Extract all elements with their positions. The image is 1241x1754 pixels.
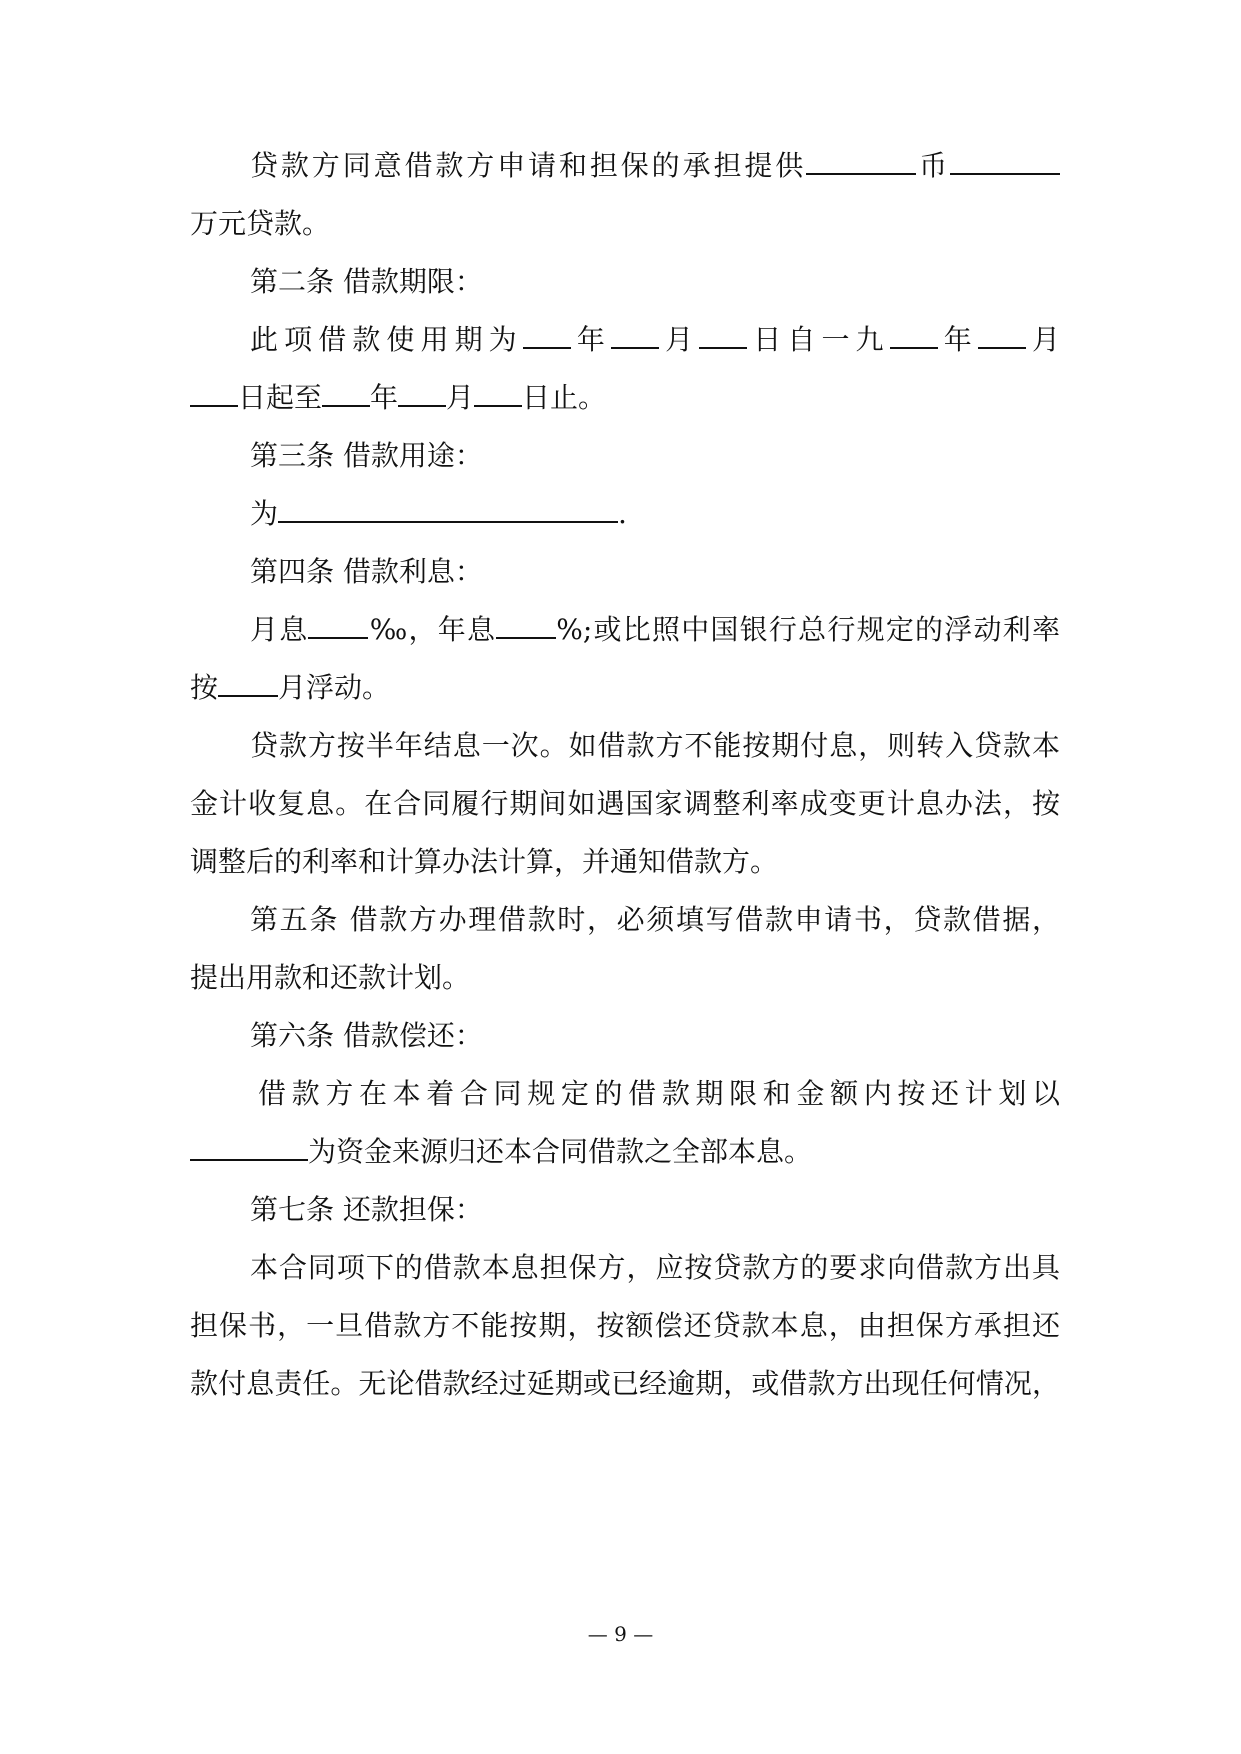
clause4-para-line3: 调整后的利率和计算办法计算，并通知借款方。 [190,845,779,878]
month-blank [611,321,659,349]
clause4-line2 [190,668,1060,708]
start-year-blank [890,321,938,349]
clause4-para-line1: 贷款方按半年结息一次。如借款方不能按期付息，则转入贷款本 [250,729,1060,762]
clause1-line1 [250,146,1060,186]
currency-blank [806,147,916,175]
clause7-heading: 第七条 还款担保： [250,1193,483,1226]
start-day-blank [190,379,238,407]
end-year-blank [322,379,370,407]
clause4-heading: 第四条 借款利息： [250,555,483,588]
text-segment: 日起至 [238,381,323,414]
text-segment: 月 [1025,323,1060,356]
clause5-line1: 第五条 借款方办理借款时，必须填写借款申请书，贷款借据， [250,903,1060,936]
clause2-line1 [250,320,1060,360]
float-month-blank [218,669,278,697]
purpose-blank [278,495,618,523]
text-segment: 月浮动。 [278,671,391,704]
text-segment: 月 [446,381,475,414]
end-month-blank [398,379,446,407]
clause5-line2: 提出用款和还款计划。 [190,961,471,994]
text-segment: 为资金来源归还本合同借款之全部本息。 [308,1135,813,1168]
clause7-line3: 款付息责任。无论借款经过延期或已经逾期，或借款方出现任何情况， [190,1367,1060,1400]
amount-blank [950,147,1060,175]
clause2-line2 [190,378,1060,418]
text-segment: 按 [190,671,219,704]
clause3-line [250,494,1060,534]
text-segment: ‰，年息 [368,613,497,646]
clause1-line2: 万元贷款。 [190,207,331,240]
text-segment: %;或比照中国银行总行规定的浮动利率 [556,613,1060,646]
clause2-heading: 第二条 借款期限： [250,265,483,298]
clause7-line1: 本合同项下的借款本息担保方，应按贷款方的要求向借款方出具 [250,1251,1060,1284]
text-segment: 年 [570,323,611,356]
annual-rate-blank [496,611,556,639]
year-blank [523,321,571,349]
text-segment: 币 [916,149,950,182]
page-number: — 9 — [587,1622,654,1646]
text-segment: 年 [370,381,399,414]
end-day-blank [474,379,522,407]
clause6-heading: 第六条 借款偿还： [250,1019,483,1052]
start-month-blank [978,321,1026,349]
text-segment: 日自一九 [747,323,890,356]
text-segment: 月息 [250,613,309,646]
text-segment: 为 [250,497,279,530]
clause4-line1 [250,610,1060,650]
text-segment: 月 [658,323,700,356]
clause7-line2: 担保书，一旦借款方不能按期，按额偿还贷款本息，由担保方承担还 [190,1309,1060,1342]
clause3-heading: 第三条 借款用途： [250,439,483,472]
text-segment: 贷款方同意借款方申请和担保的承担提供 [250,149,807,182]
text-segment: 年 [937,323,978,356]
monthly-rate-blank [308,611,368,639]
clause6-line1: 借款方在本着合同规定的借款期限和金额内按还计划以 [258,1077,1060,1110]
text-segment: 日止。 [522,381,607,414]
text-segment: . [618,497,627,530]
fund-source-blank [190,1133,308,1161]
clause6-line2 [190,1132,1060,1172]
day-blank [699,321,747,349]
text-segment: 此项借款使用期为 [250,323,523,356]
clause4-para-line2: 金计收复息。在合同履行期间如遇国家调整利率成变更计息办法，按 [190,787,1060,820]
